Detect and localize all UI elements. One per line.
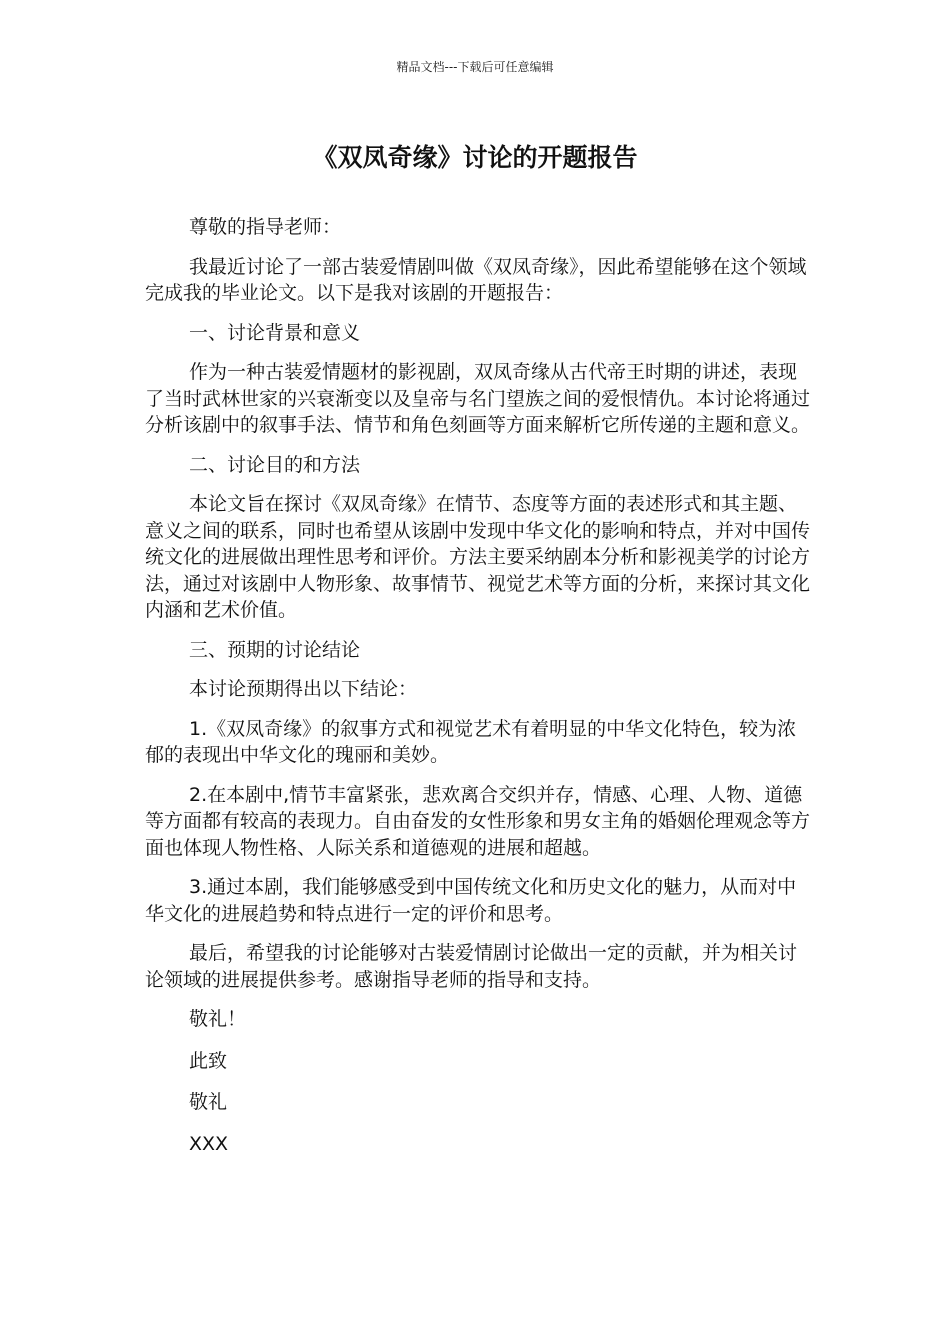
section-heading-background: 一、讨论背景和意义 xyxy=(189,321,361,344)
section-heading-purpose: 二、讨论目的和方法 xyxy=(189,453,361,476)
background-paragraph: 作为一种古装爱情题材的影视剧，双凤奇缘从古代帝王时期的讲述，表现了当时武林世家的兴衰渐变以及皇帝与名门望族之间的爱恨情仇。本讨论将通过分析该剧中的叙事手法、情节和角色刻画等方面来解析它所传递的主题和意义。 xyxy=(145,361,811,436)
section-heading-conclusions: 三、预期的讨论结论 xyxy=(189,638,361,661)
conclusion-item-2: 2.在本剧中,情节丰富紧张，悲欢离合交织并存，情感、心理、人物、道德等方面都有较高的表现力。自由奋发的女性形象和男女主角的婚姻伦理观念等方面也体现人物性格、人际关系和道德观的进展和超越。 xyxy=(145,783,811,859)
page-header-note: 精品文档---下载后可任意编辑 xyxy=(396,60,554,74)
sign-off-line-1: 此致 xyxy=(189,1049,228,1072)
conclusion-item-3: 3.通过本剧，我们能够感受到中国传统文化和历史文化的魅力，从而对中华文化的进展趋势和特点进行一定的评价和思考。 xyxy=(145,876,797,925)
closing-paragraph: 最后，希望我的讨论能够对古装爱情剧讨论做出一定的贡献，并为相关讨论领域的进展提供参考。感谢指导老师的指导和支持。 xyxy=(145,942,798,991)
purpose-paragraph: 本论文旨在探讨《双凤奇缘》在情节、态度等方面的表述形式和其主题、意义之间的联系，同时也希望从该剧中发现中华文化的影响和特点，并对中国传统文化的进展做出理性思考和评价。方法主要采纳剧本分析和影视美学的讨论方法，通过对该剧中人物形象、故事情节、视觉艺术等方面的分析，来探讨其文化内涵和艺术价值。 xyxy=(145,493,811,621)
conclusion-item-1: 1.《双凤奇缘》的叙事方式和视觉艺术有着明显的中华文化特色，较为浓郁的表现出中华文化的瑰丽和美妙。 xyxy=(145,717,797,766)
salutation: 尊敬的指导老师： xyxy=(189,216,342,238)
sign-off-line-2: 敬礼 xyxy=(189,1091,228,1113)
regards-line: 敬礼！ xyxy=(189,1008,247,1030)
document-title: 《双凤奇缘》讨论的开题报告 xyxy=(312,143,638,172)
signature: XXX xyxy=(189,1132,229,1155)
document-body xyxy=(145,214,811,1172)
intro-paragraph: 我最近讨论了一部古装爱情剧叫做《双凤奇缘》，因此希望能够在这个领域完成我的毕业论文。以下是我对该剧的开题报告： xyxy=(145,255,807,304)
conclusions-intro: 本讨论预期得出以下结论： xyxy=(189,678,418,700)
